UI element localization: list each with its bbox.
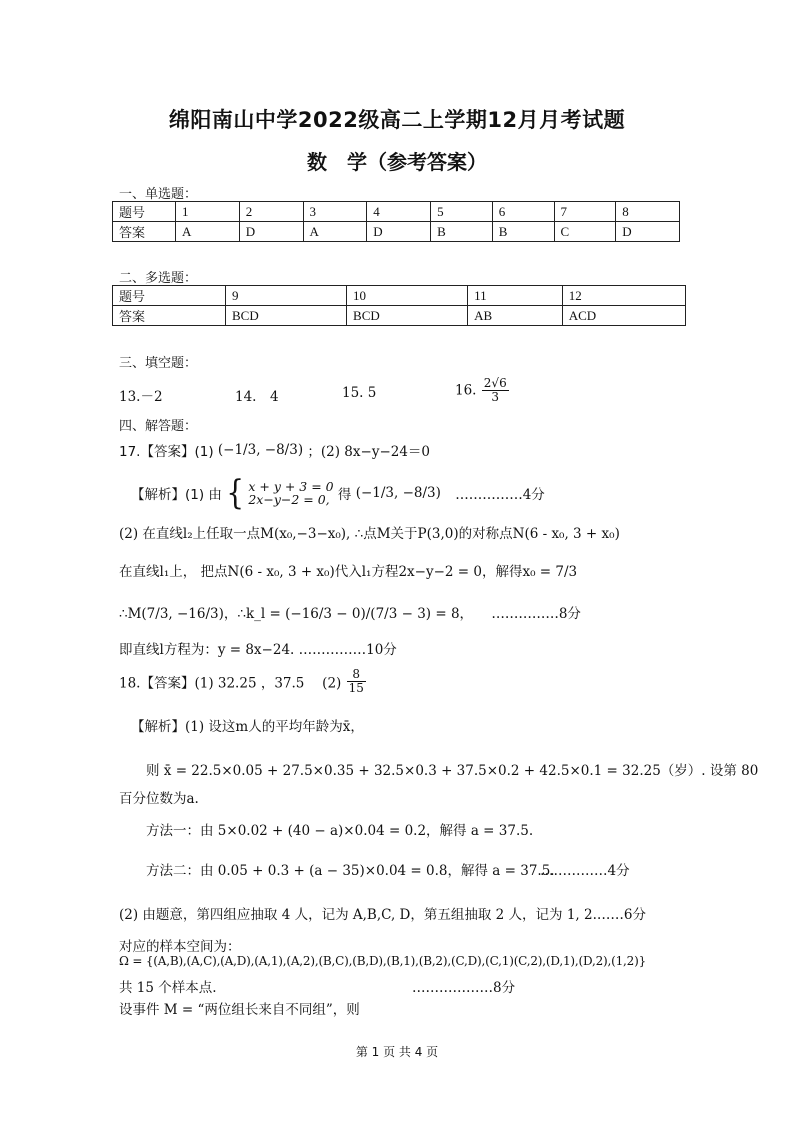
q18-percentile-line: 百分位数为a. xyxy=(119,791,199,807)
table-cell: BCD xyxy=(347,306,468,326)
table-cell: 答案 xyxy=(113,306,226,326)
answer-13: 13.－2 xyxy=(119,389,163,405)
fraction-denominator: 3 xyxy=(491,390,500,404)
table-row xyxy=(113,286,686,306)
q18-sample-count: 共 15 个样本点. xyxy=(119,980,217,996)
table-cell: D xyxy=(616,222,680,242)
fraction-denominator: 15 xyxy=(348,681,364,695)
q18-mean-calc: 则 x̄ = 22.5×0.05 + 27.5×0.35 + 32.5×0.3 + 37.5×0.2 + 42.5×0.1 = 32.25（岁）. 设第 80 xyxy=(146,763,759,779)
table-cell: 6 xyxy=(492,202,554,222)
table-cell: 10 xyxy=(347,286,468,306)
q17-answer xyxy=(119,440,430,460)
q17-score-dots-1: ……………4分 xyxy=(455,487,545,503)
answer-14: 14. 4 xyxy=(235,389,279,405)
answer-15: 15. 5 xyxy=(342,385,377,401)
q17-analysis-2: (2) 在直线l₂上任取一点M(x₀,−3−x₀), ∴点M关于P(3,0)的对称点N(6 - x₀, 3 + x₀) xyxy=(119,526,620,542)
table-row xyxy=(113,222,680,242)
fraction-numerator: 2√6 xyxy=(483,376,507,390)
q17-analysis-1 xyxy=(131,472,545,513)
q17-eq2: 2x−y−2 = 0, xyxy=(248,492,330,507)
q17-line-equation: 即直线l方程为：y = 8x−24. xyxy=(119,642,295,658)
q17-equation-system xyxy=(248,480,333,506)
q18-answer-label: 18.【答案】(1) 32.25 ，37.5 (2) xyxy=(119,675,342,692)
table-cell: 题号 xyxy=(113,202,176,222)
table-cell: 2 xyxy=(239,202,303,222)
q17-answer-label: 17.【答案】(1) xyxy=(119,444,214,460)
table-row xyxy=(113,306,686,326)
q17-answer-point: (−1/3, −8/3) xyxy=(217,442,304,458)
q18-sample-space-label: 对应的样本空间为： xyxy=(119,939,241,955)
table-cell: D xyxy=(367,222,431,242)
answer-16-fraction xyxy=(482,377,509,404)
q18-score-dots-2: ……6分 xyxy=(596,907,646,923)
section-solutions-heading: 四、解答题： xyxy=(119,419,198,434)
page-subtitle: 数 学（参考答案） xyxy=(307,150,487,174)
q18-part2-text: (2) 由题意，第四组应抽取 4 人，记为 A,B,C, D，第五组抽取 2 人，记为 1, 2. xyxy=(119,907,597,923)
brace-icon: { xyxy=(226,472,245,513)
section-single-choice-heading: 一、单选题： xyxy=(119,187,198,202)
q17-analysis-3: 在直线l₁上， 把点N(6 - x₀, 3 + x₀)代入l₁方程2x−y−2 = 0，解得x₀ = 7/3 xyxy=(119,564,578,580)
q18-score-dots-1: ……………4分 xyxy=(540,863,630,879)
answer-16 xyxy=(455,377,510,404)
q18-method-2: 方法二：由 0.05 + 0.3 + (a − 35)×0.04 = 0.8，解得 a = 37.5. xyxy=(146,863,555,879)
table-cell: A xyxy=(303,222,367,242)
table-cell: B xyxy=(431,222,493,242)
q17-de: 得 xyxy=(337,487,352,503)
table-cell: 8 xyxy=(616,202,680,222)
table-cell: 11 xyxy=(468,286,563,306)
q18-method-1: 方法一：由 5×0.02 + (40 − a)×0.04 = 0.2，解得 a = 37.5. xyxy=(146,823,534,839)
table-cell: C xyxy=(554,222,616,242)
section-fill-in-heading: 三、填空题： xyxy=(119,356,198,371)
q17-point-result: (−1/3, −8/3) xyxy=(355,485,441,501)
single-choice-table xyxy=(112,201,680,242)
q17-analysis-5 xyxy=(119,638,397,658)
table-cell: 答案 xyxy=(113,222,176,242)
page-title: 绵阳南山中学2022级高二上学期12月月考试题 xyxy=(168,108,626,132)
table-cell: 4 xyxy=(367,202,431,222)
q17-score-dots-3: ……………10分 xyxy=(298,642,397,658)
answer-16-prefix: 16. xyxy=(455,382,477,399)
table-cell: BCD xyxy=(226,306,347,326)
q18-score-dots-3: ………………8分 xyxy=(412,980,516,996)
q18-analysis-intro: 【解析】(1) 设这m人的平均年龄为x̄， xyxy=(131,719,364,735)
q17-score-dots-2: ……………8分 xyxy=(491,606,581,622)
section-multi-choice-heading: 二、多选题： xyxy=(119,271,198,286)
q17-eq1: x + y + 3 = 0 xyxy=(248,479,334,494)
table-cell: 3 xyxy=(303,202,367,222)
q18-event-definition: 设事件 M = “两位组长来自不同组”，则 xyxy=(119,1002,360,1018)
q17-analysis-4 xyxy=(119,602,581,622)
multi-choice-table xyxy=(112,285,686,326)
table-cell: AB xyxy=(468,306,563,326)
table-cell: 12 xyxy=(562,286,685,306)
page-footer: 第 1 页 共 4 页 xyxy=(355,1045,439,1059)
table-cell: 5 xyxy=(431,202,493,222)
q17-answer-part2: ；(2) 8x−y−24＝0 xyxy=(307,444,431,460)
q18-answer xyxy=(119,668,367,695)
table-cell: D xyxy=(239,222,303,242)
table-row xyxy=(113,202,680,222)
table-cell: A xyxy=(176,222,240,242)
table-cell: B xyxy=(492,222,554,242)
q18-sample-space: Ω = {(A,B),(A,C),(A,D),(A,1),(A,2),(B,C),(B,D),(B,1),(B,2),(C,D),(C,1)(C,2),(D,1),(D,2),(1,2)} xyxy=(119,954,647,968)
q18-part2 xyxy=(119,903,646,923)
q18-answer-fraction xyxy=(347,668,366,695)
fraction-numerator: 8 xyxy=(347,668,366,682)
table-cell: ACD xyxy=(562,306,685,326)
q17-slope-line: ∴M(7/3, −16/3)，∴k_l = (−16/3 − 0)/(7/3 − 3) = 8， xyxy=(119,606,474,622)
q17-analysis-label: 【解析】(1) 由 xyxy=(131,487,222,503)
table-cell: 题号 xyxy=(113,286,226,306)
table-cell: 1 xyxy=(176,202,240,222)
table-cell: 9 xyxy=(226,286,347,306)
table-cell: 7 xyxy=(554,202,616,222)
